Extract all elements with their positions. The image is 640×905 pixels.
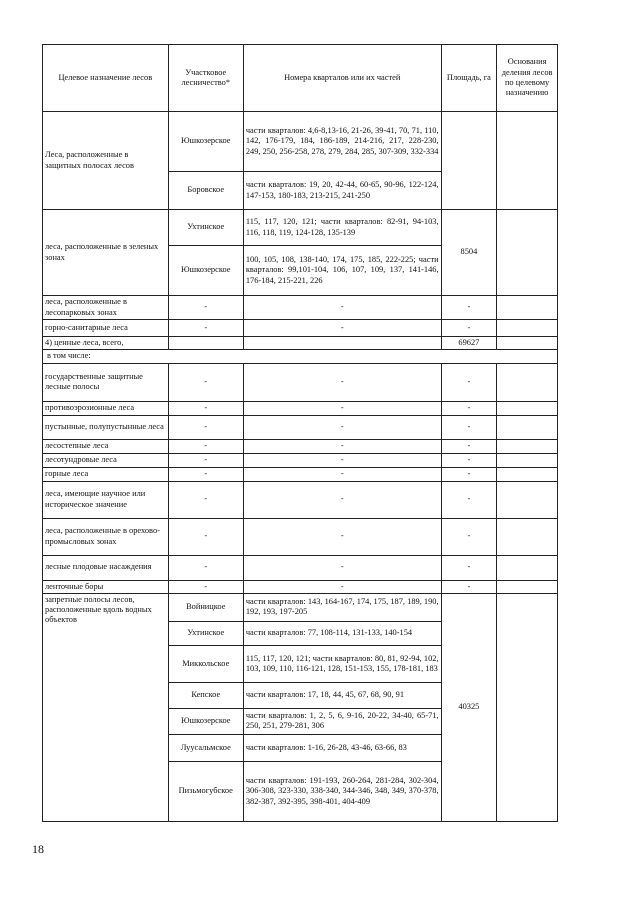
- header-area: Площадь, га: [441, 45, 497, 112]
- cell-quarters: 100, 105, 108, 138-140, 174, 175, 185, 222-225; части кварталов: 99,101-104, 106, 107, 109, 137, 141-146, 176-184, 215-221, 226: [243, 246, 441, 296]
- cell-area: -: [441, 296, 497, 320]
- cell-quarters: -: [243, 415, 441, 439]
- cell-area: -: [441, 467, 497, 481]
- cell-basis: [497, 415, 558, 439]
- cell-purpose: пустынные, полупустынные леса: [43, 415, 169, 439]
- header-purpose: Целевое назначение лесов: [43, 45, 169, 112]
- cell-quarters: части кварталов: 143, 164-167, 174, 175, 187, 189, 190, 192, 193, 197-205: [243, 593, 441, 621]
- cell-quarters: 115, 117, 120, 121; части кварталов: 82-91, 94-103, 116, 118, 119, 124-128, 135-139: [243, 210, 441, 246]
- cell-quarters: части кварталов: 191-193, 260-264, 281-284, 302-304, 306-308, 323-330, 338-340, 344-346, 348, 349, 370-378, 382-387, 392-395, 398-401, 404-409: [243, 761, 441, 821]
- cell-area: [441, 112, 497, 210]
- cell-purpose: 4) ценные леса, всего,: [43, 337, 169, 350]
- cell-area: -: [441, 320, 497, 337]
- cell-basis: [497, 580, 558, 593]
- cell-quarters: -: [243, 296, 441, 320]
- header-quarters: Номера кварталов или их частей: [243, 45, 441, 112]
- cell-area: -: [441, 439, 497, 453]
- cell-forestry: -: [168, 518, 243, 555]
- cell-basis: [497, 593, 558, 821]
- table-row: [43, 518, 558, 555]
- cell-quarters: -: [243, 363, 441, 401]
- cell-forestry: -: [168, 439, 243, 453]
- cell-area: -: [441, 363, 497, 401]
- cell-quarters: части кварталов: 1-16, 26-28, 43-46, 63-66, 83: [243, 734, 441, 761]
- cell-basis: [497, 555, 558, 580]
- cell-forestry: -: [168, 580, 243, 593]
- cell-forestry: -: [168, 555, 243, 580]
- cell-purpose: горно-санитарные леса: [43, 320, 169, 337]
- table-header-row: [43, 45, 558, 112]
- cell-purpose: леса, расположенные в зеленых зонах: [43, 210, 169, 296]
- table-row: [43, 363, 558, 401]
- cell-quarters: -: [243, 580, 441, 593]
- header-forestry: Участковое лесничество*: [168, 45, 243, 112]
- cell-quarters: [243, 337, 441, 350]
- cell-basis: [497, 210, 558, 296]
- cell-area: -: [441, 415, 497, 439]
- table-row: [43, 320, 558, 337]
- table-row: [43, 112, 558, 172]
- cell-purpose: лесостепные леса: [43, 439, 169, 453]
- cell-quarters: части кварталов: 1, 2, 5, 6, 9-16, 20-22, 34-40, 65-71, 250, 251, 279-281, 306: [243, 708, 441, 734]
- forest-purpose-table: [42, 44, 558, 822]
- table-row: [43, 453, 558, 467]
- cell-basis: [497, 363, 558, 401]
- cell-quarters: -: [243, 518, 441, 555]
- cell-quarters: части кварталов: 4,6-8,13-16, 21-26, 39-41, 70, 71, 110, 142, 176-179, 184, 186-189, 214-216, 217, 228-230, 249, 250, 256-258, 278, 279, 284, 285, 307-309, 332-334: [243, 112, 441, 172]
- cell-forestry: -: [168, 467, 243, 481]
- cell-purpose: государственные защитные лесные полосы: [43, 363, 169, 401]
- cell-quarters: 115, 117, 120, 121; части кварталов: 80, 81, 92-94, 102, 103, 109, 110, 116-121, 128, 151-153, 155, 178-181, 183: [243, 645, 441, 682]
- table-row: [43, 415, 558, 439]
- cell-forestry: Пизьмогубское: [168, 761, 243, 821]
- cell-quarters: части кварталов: 77, 108-114, 131-133, 140-154: [243, 621, 441, 645]
- table-row: [43, 401, 558, 415]
- cell-basis: [497, 439, 558, 453]
- cell-forestry: -: [168, 320, 243, 337]
- cell-forestry: Юшкозерское: [168, 246, 243, 296]
- cell-basis: [497, 337, 558, 350]
- cell-basis: [497, 518, 558, 555]
- cell-forestry: -: [168, 481, 243, 518]
- cell-forestry: Миккольское: [168, 645, 243, 682]
- cell-forestry: Кепское: [168, 682, 243, 708]
- cell-area: -: [441, 518, 497, 555]
- cell-forestry: Юшкозерское: [168, 112, 243, 172]
- cell-quarters: -: [243, 320, 441, 337]
- table-row: [43, 210, 558, 246]
- cell-quarters: -: [243, 467, 441, 481]
- cell-area: -: [441, 401, 497, 415]
- cell-basis: [497, 481, 558, 518]
- cell-forestry: -: [168, 296, 243, 320]
- cell-basis: [497, 112, 558, 210]
- cell-basis: [497, 467, 558, 481]
- cell-purpose: запретные полосы лесов, расположенные вдоль водных объектов: [43, 593, 169, 821]
- table-row: [43, 350, 558, 363]
- cell-basis: [497, 296, 558, 320]
- cell-quarters: -: [243, 401, 441, 415]
- table-row: [43, 555, 558, 580]
- cell-forestry: Войницкое: [168, 593, 243, 621]
- cell-area: 40325: [441, 593, 497, 821]
- cell-quarters: -: [243, 481, 441, 518]
- table-row: [43, 296, 558, 320]
- cell-purpose: леса, расположенные в орехово-промысловых зонах: [43, 518, 169, 555]
- cell-basis: [497, 320, 558, 337]
- cell-quarters: -: [243, 453, 441, 467]
- page-number: 18: [32, 842, 44, 856]
- cell-area: -: [441, 481, 497, 518]
- cell-forestry: Ухтинское: [168, 621, 243, 645]
- cell-forestry: Боровское: [168, 172, 243, 210]
- table-row: [43, 580, 558, 593]
- table-row: [43, 439, 558, 453]
- cell-forestry: [168, 337, 243, 350]
- cell-forestry: Ухтинское: [168, 210, 243, 246]
- table-row: [43, 467, 558, 481]
- cell-basis: [497, 401, 558, 415]
- cell-purpose: лесотундровые леса: [43, 453, 169, 467]
- cell-purpose: лесные плодовые насаждения: [43, 555, 169, 580]
- cell-quarters: части кварталов: 17, 18, 44, 45, 67, 68, 90, 91: [243, 682, 441, 708]
- cell-purpose: горные леса: [43, 467, 169, 481]
- cell-purpose: Леса, расположенные в защитных полосах лесов: [43, 112, 169, 210]
- cell-forestry: Юшкозерское: [168, 708, 243, 734]
- header-basis: Основания деления лесов по целевому назначению: [497, 45, 558, 112]
- cell-forestry: -: [168, 401, 243, 415]
- cell-area: -: [441, 453, 497, 467]
- table-row: [43, 593, 558, 621]
- cell-forestry: -: [168, 415, 243, 439]
- cell-purpose: леса, имеющие научное или историческое значение: [43, 481, 169, 518]
- cell-forestry: Луусальмское: [168, 734, 243, 761]
- cell-quarters: части кварталов: 19, 20, 42-44, 60-65, 90-96, 122-124, 147-153, 180-183, 213-215, 241-250: [243, 172, 441, 210]
- cell-forestry: -: [168, 453, 243, 467]
- table-row: [43, 481, 558, 518]
- table-row: [43, 337, 558, 350]
- cell-area: 8504: [441, 210, 497, 296]
- cell-purpose: противоэрозионные леса: [43, 401, 169, 415]
- cell-area: -: [441, 580, 497, 593]
- cell-quarters: -: [243, 439, 441, 453]
- cell-forestry: -: [168, 363, 243, 401]
- cell-basis: [497, 453, 558, 467]
- cell-purpose: ленточные боры: [43, 580, 169, 593]
- cell-purpose: в том числе:: [43, 350, 558, 363]
- cell-quarters: -: [243, 555, 441, 580]
- cell-area: -: [441, 555, 497, 580]
- cell-area: 69627: [441, 337, 497, 350]
- cell-purpose: леса, расположенные в лесопарковых зонах: [43, 296, 169, 320]
